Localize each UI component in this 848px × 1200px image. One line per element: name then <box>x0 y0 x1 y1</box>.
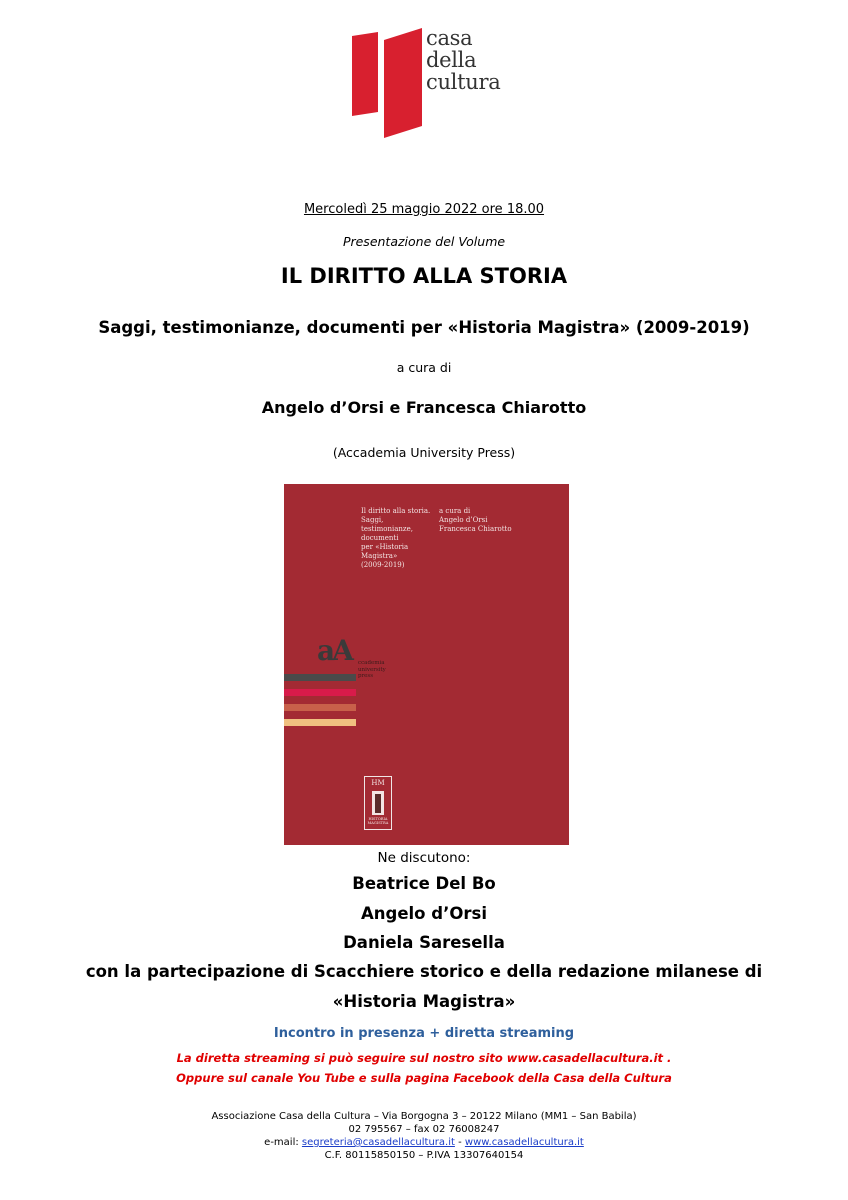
event-date: Mercoledì 25 maggio 2022 ore 18.00 <box>303 202 545 217</box>
cover-editors-line: Angelo d’Orsi <box>439 516 488 524</box>
email-link[interactable]: segreteria@casadellacultura.it <box>301 1137 455 1148</box>
streaming-info: La diretta streaming si può seguire sul nostro sito www.casadellacultura.it . <box>176 1051 672 1065</box>
logo-line-1: casa <box>426 26 473 50</box>
building-door-logo-icon <box>352 28 422 138</box>
logo-line-3: cultura <box>426 70 501 94</box>
cover-title-line: per «Historia <box>361 543 409 551</box>
participation-line: con la partecipazione di Scacchiere storico e della redazione milanese di <box>85 962 763 981</box>
editors-intro: a cura di <box>396 360 452 375</box>
cover-publisher-line: ccademia <box>358 660 385 666</box>
email-label: e-mail: <box>264 1137 299 1148</box>
cover-publisher-text <box>358 660 386 680</box>
cover-stripe <box>284 704 356 711</box>
social-info: Oppure sul canale You Tube e sulla pagina Facebook della Casa della Cultura <box>176 1071 672 1085</box>
cover-stripe <box>284 719 356 726</box>
emblem-caption <box>365 817 391 825</box>
website-link[interactable]: www.casadellacultura.it <box>464 1137 584 1148</box>
accademia-logo: aA <box>317 634 351 667</box>
cover-stripe <box>284 689 356 696</box>
speaker-name: Angelo d’Orsi <box>361 904 487 923</box>
book-subtitle: Saggi, testimonianze, documenti per «Historia Magistra» (2009-2019) <box>98 318 750 337</box>
footer-tax-ids: C.F. 80115850150 – P.IVA 13307640154 <box>324 1150 524 1161</box>
tower-icon <box>371 791 385 815</box>
cover-editors-line: Francesca Chiarotto <box>439 525 512 533</box>
cover-title-text <box>361 507 431 570</box>
footer-contacts <box>0 1136 848 1149</box>
historia-magistra-line: «Historia Magistra» <box>332 992 516 1011</box>
historia-magistra-emblem-icon <box>364 776 392 830</box>
book-cover-image <box>284 484 569 845</box>
publisher: (Accademia University Press) <box>332 445 516 460</box>
cover-editors-line: a cura di <box>439 507 471 515</box>
speaker-name: Daniela Saresella <box>343 933 505 952</box>
footer-phone: 02 795567 – fax 02 76008247 <box>348 1124 500 1135</box>
cover-title-line: documenti <box>361 534 399 542</box>
logo-line-2: della <box>426 48 477 72</box>
cover-stripe <box>284 674 356 681</box>
book-title: IL DIRITTO ALLA STORIA <box>280 264 568 288</box>
cover-title-line: Il diritto alla storia. <box>361 507 431 515</box>
emblem-caption-line: MAGISTRA <box>367 821 389 825</box>
cover-publisher-line: press <box>358 673 374 679</box>
cover-title-line: testimonianze, <box>361 525 413 533</box>
cover-title-line: (2009-2019) <box>361 561 405 569</box>
emblem-letters: HM <box>371 779 385 787</box>
speaker-name: Beatrice Del Bo <box>352 874 496 893</box>
cover-publisher-line: university <box>358 666 386 673</box>
presentation-label: Presentazione del Volume <box>342 234 506 249</box>
emblem-caption-line: HISTORIA <box>368 817 388 821</box>
footer-address: Associazione Casa della Cultura – Via Borgogna 3 – 20122 Milano (MM1 – San Babila) <box>211 1111 637 1122</box>
format-line: Incontro in presenza + diretta streaming <box>273 1026 575 1041</box>
cover-editors-text <box>439 507 534 534</box>
discussants-label: Ne discutono: <box>377 850 471 866</box>
footer-separator: - <box>458 1137 462 1148</box>
editors: Angelo d’Orsi e Francesca Chiarotto <box>261 398 587 417</box>
cover-title-line: Saggi, <box>361 516 384 524</box>
logo-wordmark <box>426 28 500 94</box>
cover-title-line: Magistra» <box>361 552 398 560</box>
